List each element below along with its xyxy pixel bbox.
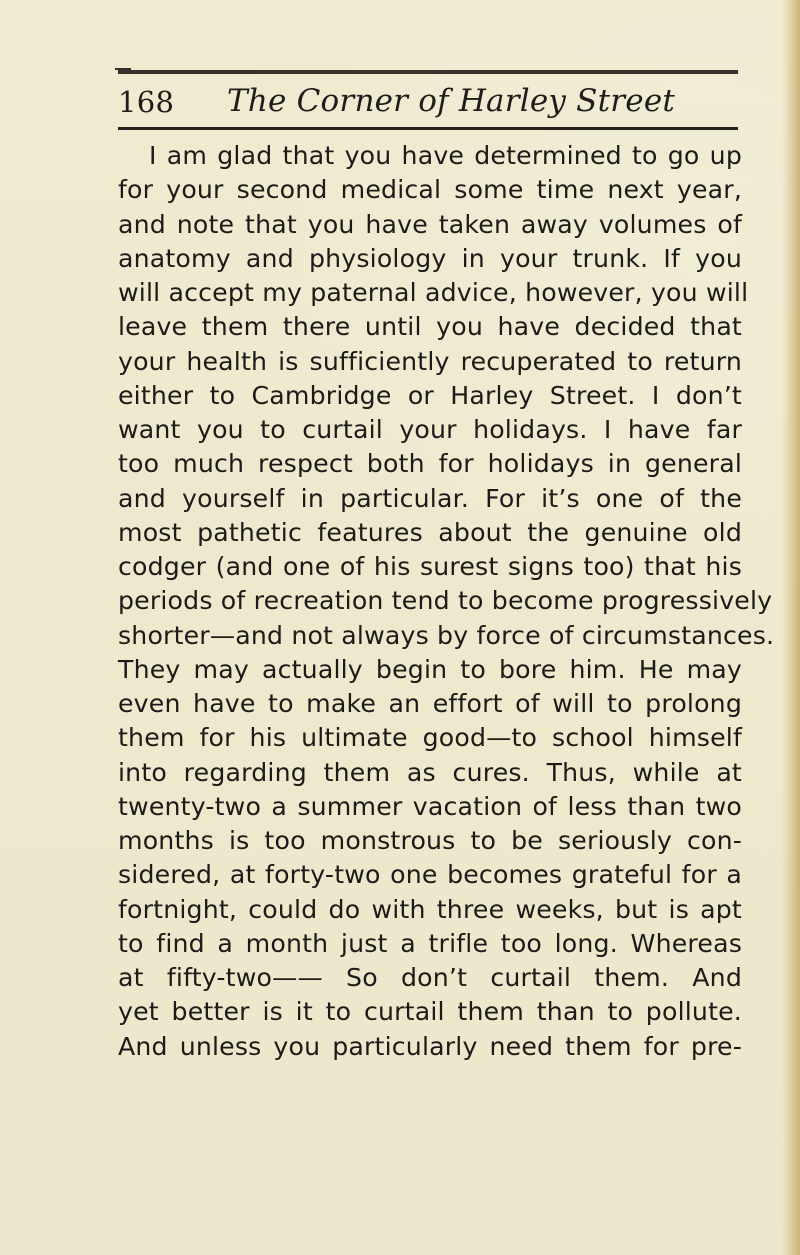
body-line: them for his ultimate good—to school himself	[118, 723, 742, 753]
body-line: sidered, at forty-two one becomes grateful for a	[118, 860, 742, 890]
body-line: and yourself in particular. For it’s one of the	[118, 483, 742, 513]
body-line: too much respect both for holidays in general	[118, 449, 742, 479]
body-line: I am glad that you have determined to go up	[149, 141, 742, 170]
running-title: The Corner of Harley Street	[227, 83, 676, 119]
body-line: want you to curtail your holidays. I have far	[118, 415, 742, 444]
body-line: leave them there until you have decided that	[118, 312, 742, 342]
body-line: shorter—and not always by force of circumstances.	[118, 620, 775, 650]
body-line: most pathetic features about the genuine old	[118, 517, 742, 547]
body-line: periods of recreation tend to become progressively	[118, 586, 773, 616]
body-line: either to Cambridge or Harley Street. I don’t	[118, 380, 742, 410]
header-rule	[118, 127, 738, 130]
body-line: at fifty-two—— So don’t curtail them. And	[118, 963, 742, 992]
body-line: months is too monstrous to be seriously con-	[118, 826, 742, 855]
body-line: They may actually begin to bore him. He may	[118, 654, 742, 684]
body-line: twenty-two a summer vacation of less than two	[118, 791, 742, 821]
body-line: for your second medical some time next year,	[118, 175, 742, 205]
body-text	[118, 139, 775, 1064]
body-line: And unless you particularly need them for pre-	[118, 1031, 742, 1061]
body-line: codger (and one of his surest signs too) that his	[118, 552, 742, 581]
body-line: into regarding them as cures. Thus, while at	[118, 757, 742, 787]
body-line: even have to make an effort of will to prolong	[118, 689, 742, 718]
body-line: and note that you have taken away volumes of	[118, 209, 742, 239]
page-number: 168	[118, 85, 175, 119]
body-line: anatomy and physiology in your trunk. If you	[118, 243, 742, 273]
top-border-rule	[118, 70, 738, 74]
page-header	[118, 82, 738, 124]
body-line: fortnight, could do with three weeks, but is apt	[118, 894, 742, 924]
body-line: to find a month just a trifle too long. Whereas	[118, 928, 742, 958]
body-line: your health is sufficiently recuperated to return	[118, 346, 742, 376]
body-line: will accept my paternal advice, however, you will	[118, 278, 749, 307]
body-line: yet better is it to curtail them than to pollute.	[118, 997, 742, 1027]
page-edge	[782, 0, 800, 1255]
